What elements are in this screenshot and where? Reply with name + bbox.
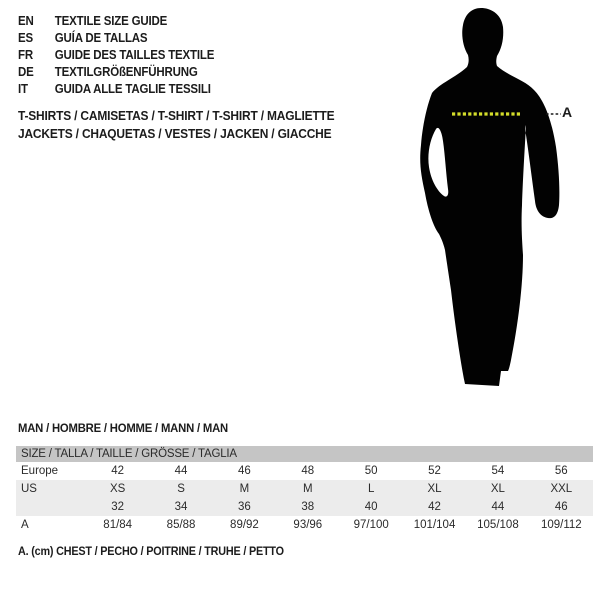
size-cell: 93/96 [293, 519, 323, 531]
section-title-man: MAN / HOMBRE / HOMME / MANN / MAN [18, 421, 228, 435]
language-row-en [18, 13, 214, 30]
size-cell: 32 [111, 501, 125, 513]
language-code: ES [18, 31, 33, 46]
language-row-it [18, 80, 214, 97]
size-cell: S [177, 483, 185, 495]
language-title: GUÍA DE TALLAS [54, 31, 148, 46]
size-cell: 81/84 [103, 519, 133, 531]
language-title: GUIDE DES TAILLES TEXTILE [54, 47, 215, 62]
language-title: TEXTILGRÖßENFÜHRUNG [54, 64, 198, 79]
row-label: US [21, 483, 37, 495]
size-cell: 34 [174, 501, 188, 513]
size-cell: 85/88 [166, 519, 196, 531]
size-cell: 42 [111, 465, 125, 477]
size-cell: XL [427, 483, 442, 495]
size-cell: 46 [554, 501, 568, 513]
size-cell: 109/112 [540, 519, 582, 531]
language-code: IT [18, 81, 28, 96]
garment-categories [18, 106, 362, 143]
size-cell: 89/92 [230, 519, 259, 531]
measurement-footnote: A. (cm) CHEST / PECHO / POITRINE / TRUHE / PETTO [18, 546, 284, 558]
size-cell: 48 [301, 465, 315, 477]
size-cell: 101/104 [413, 519, 456, 531]
size-cell: 40 [364, 501, 378, 513]
row-label: A [21, 519, 29, 531]
row-label: Europe [21, 465, 59, 477]
language-legend [18, 13, 231, 97]
size-cell: L [367, 483, 375, 495]
man-silhouette-illustration [415, 5, 570, 390]
measure-label-a: A [562, 104, 572, 120]
size-cell: XL [490, 483, 505, 495]
man-silhouette-shape [420, 8, 559, 386]
table-row-numeric [16, 498, 593, 516]
language-row-es [18, 30, 214, 47]
category-tshirts: T-SHIRTS / CAMISETAS / T-SHIRT / T-SHIRT / MAGLIETTE [18, 107, 335, 123]
language-code: FR [18, 47, 33, 62]
size-cell: 54 [491, 465, 505, 477]
size-table-header: SIZE / TALLA / TAILLE / GRÖSSE / TAGLIA [16, 446, 593, 462]
language-row-de [18, 63, 214, 80]
table-row-us [16, 480, 593, 498]
size-cell: 44 [491, 501, 505, 513]
size-cell: 97/100 [353, 519, 389, 531]
size-cell: 105/108 [477, 519, 519, 531]
size-cell: 50 [364, 465, 378, 477]
size-table [16, 446, 593, 534]
size-cell: 56 [554, 465, 568, 477]
size-cell: M [303, 483, 313, 495]
size-cell: 42 [428, 501, 441, 513]
size-cell: 46 [238, 465, 251, 477]
table-row-chest-cm [16, 516, 593, 534]
man-silhouette-figure [415, 5, 570, 390]
size-cell: XS [110, 483, 126, 495]
size-cell: 52 [428, 465, 441, 477]
size-cell: XXL [550, 483, 573, 495]
language-code: EN [18, 14, 34, 29]
language-title: GUIDA ALLE TAGLIE TESSILI [54, 81, 211, 96]
language-title: TEXTILE SIZE GUIDE [54, 14, 168, 29]
table-row-europe [16, 462, 593, 480]
language-row-fr [18, 47, 214, 64]
category-jackets: JACKETS / CHAQUETAS / VESTES / JACKEN / GIACCHE [18, 126, 332, 142]
size-cell: 44 [174, 465, 188, 477]
size-cell: 36 [238, 501, 251, 513]
language-code: DE [18, 64, 34, 79]
size-cell: M [239, 483, 250, 495]
size-cell: 38 [301, 501, 315, 513]
